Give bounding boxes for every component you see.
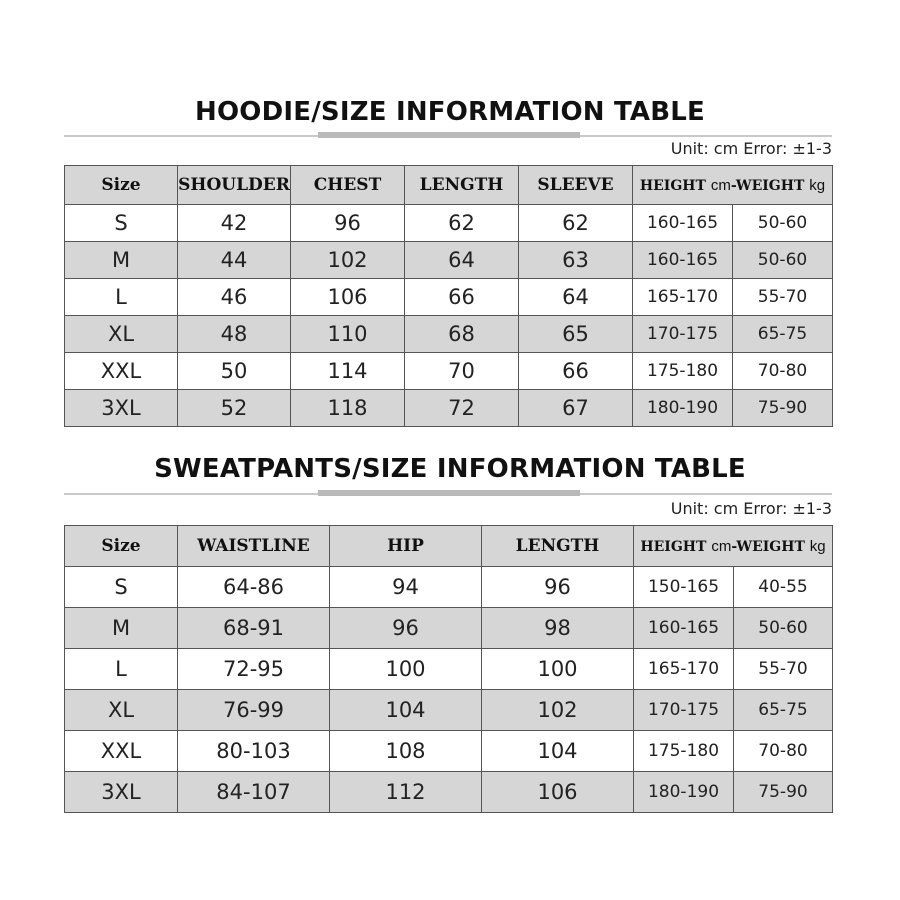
sweatpants-cell-length: 106 [482, 772, 634, 813]
sweatpants-header-height-unit: cm [711, 537, 732, 555]
hoodie-size-table [64, 165, 833, 427]
hoodie-cell-length: 72 [405, 390, 519, 427]
hoodie-cell-sleeve: 64 [519, 279, 633, 316]
hoodie-cell-sleeve: 63 [519, 242, 633, 279]
sweatpants-cell-height: 150-165 [634, 567, 734, 608]
hoodie-cell-length: 66 [405, 279, 519, 316]
sweatpants-cell-hip: 112 [330, 772, 482, 813]
sweatpants-unit-note: Unit: cm Error: ±1-3 [670, 499, 832, 518]
sweatpants-cell-length: 96 [482, 567, 634, 608]
sweatpants-cell-size: M [65, 608, 178, 649]
sweatpants-cell-waistline: 84-107 [178, 772, 330, 813]
hoodie-cell-length: 64 [405, 242, 519, 279]
sweatpants-cell-size: XL [65, 690, 178, 731]
hoodie-cell-weight: 55-70 [733, 279, 833, 316]
hoodie-cell-shoulder: 44 [178, 242, 291, 279]
sweatpants-header-height-label: HEIGHT [640, 538, 707, 555]
sweatpants-header-weight-unit: kg [809, 537, 826, 555]
hoodie-table-row [65, 279, 833, 316]
sweatpants-cell-waistline: 72-95 [178, 649, 330, 690]
sweatpants-cell-height: 165-170 [634, 649, 734, 690]
hoodie-cell-chest: 102 [291, 242, 405, 279]
sweatpants-cell-length: 102 [482, 690, 634, 731]
sweatpants-table-row [65, 649, 833, 690]
hoodie-header-sleeve: SLEEVE [519, 166, 633, 205]
sweatpants-cell-size: 3XL [65, 772, 178, 813]
sweatpants-table-row [65, 690, 833, 731]
hoodie-cell-sleeve: 65 [519, 316, 633, 353]
hoodie-cell-chest: 96 [291, 205, 405, 242]
hoodie-cell-chest: 118 [291, 390, 405, 427]
hoodie-cell-height: 160-165 [633, 205, 733, 242]
hoodie-header-height-weight [633, 166, 833, 205]
sweatpants-cell-waistline: 68-91 [178, 608, 330, 649]
hoodie-header-height-label: HEIGHT [639, 177, 706, 194]
hoodie-cell-height: 175-180 [633, 353, 733, 390]
hoodie-cell-sleeve: 62 [519, 205, 633, 242]
hoodie-header-weight-unit: kg [809, 176, 826, 194]
sweatpants-cell-hip: 94 [330, 567, 482, 608]
sweatpants-cell-size: L [65, 649, 178, 690]
hoodie-title-accent-rule [318, 132, 580, 138]
hoodie-cell-size: M [65, 242, 178, 279]
hoodie-cell-weight: 70-80 [733, 353, 833, 390]
sweatpants-cell-length: 100 [482, 649, 634, 690]
hoodie-header-length: LENGTH [405, 166, 519, 205]
hoodie-cell-shoulder: 42 [178, 205, 291, 242]
sweatpants-table-row [65, 772, 833, 813]
sweatpants-title: SWEATPANTS/SIZE INFORMATION TABLE [154, 454, 746, 484]
hoodie-header-height-unit: cm [710, 176, 731, 194]
hoodie-cell-size: XL [65, 316, 178, 353]
hoodie-table-row [65, 316, 833, 353]
sweatpants-header-size: Size [65, 526, 178, 567]
sweatpants-cell-weight: 55-70 [734, 649, 833, 690]
hoodie-cell-chest: 110 [291, 316, 405, 353]
sweatpants-cell-weight: 65-75 [734, 690, 833, 731]
hoodie-cell-length: 70 [405, 353, 519, 390]
sweatpants-cell-hip: 96 [330, 608, 482, 649]
hoodie-title: HOODIE/SIZE INFORMATION TABLE [195, 97, 705, 127]
hoodie-header-chest: CHEST [291, 166, 405, 205]
hoodie-cell-shoulder: 46 [178, 279, 291, 316]
sweatpants-header-length: LENGTH [482, 526, 634, 567]
sweatpants-cell-hip: 104 [330, 690, 482, 731]
hoodie-cell-size: S [65, 205, 178, 242]
hoodie-unit-note: Unit: cm Error: ±1-3 [670, 139, 832, 158]
hoodie-cell-height: 170-175 [633, 316, 733, 353]
hoodie-cell-length: 62 [405, 205, 519, 242]
sweatpants-cell-weight: 75-90 [734, 772, 833, 813]
hoodie-cell-shoulder: 52 [178, 390, 291, 427]
sweatpants-size-table [64, 525, 833, 813]
hoodie-header-size: Size [65, 166, 178, 205]
sweatpants-cell-height: 170-175 [634, 690, 734, 731]
hoodie-table-row [65, 390, 833, 427]
hoodie-cell-height: 160-165 [633, 242, 733, 279]
sweatpants-cell-height: 175-180 [634, 731, 734, 772]
sweatpants-table-row [65, 567, 833, 608]
hoodie-header-weight-label: -WEIGHT [730, 177, 805, 194]
sweatpants-table-row [65, 731, 833, 772]
sweatpants-cell-waistline: 76-99 [178, 690, 330, 731]
hoodie-cell-height: 165-170 [633, 279, 733, 316]
hoodie-cell-shoulder: 48 [178, 316, 291, 353]
sweatpants-cell-weight: 50-60 [734, 608, 833, 649]
hoodie-cell-size: L [65, 279, 178, 316]
sweatpants-cell-length: 104 [482, 731, 634, 772]
hoodie-table-row [65, 242, 833, 279]
hoodie-cell-weight: 65-75 [733, 316, 833, 353]
sweatpants-cell-height: 160-165 [634, 608, 734, 649]
hoodie-cell-length: 68 [405, 316, 519, 353]
sweatpants-header-weight-label: -WEIGHT [731, 538, 805, 555]
hoodie-cell-sleeve: 66 [519, 353, 633, 390]
sweatpants-cell-hip: 108 [330, 731, 482, 772]
hoodie-table-row [65, 353, 833, 390]
hoodie-cell-height: 180-190 [633, 390, 733, 427]
hoodie-cell-weight: 75-90 [733, 390, 833, 427]
sweatpants-cell-weight: 70-80 [734, 731, 833, 772]
sweatpants-cell-hip: 100 [330, 649, 482, 690]
sweatpants-cell-height: 180-190 [634, 772, 734, 813]
sweatpants-header-row [65, 526, 833, 567]
sweatpants-cell-size: S [65, 567, 178, 608]
hoodie-cell-weight: 50-60 [733, 205, 833, 242]
hoodie-cell-size: XXL [65, 353, 178, 390]
hoodie-cell-sleeve: 67 [519, 390, 633, 427]
sweatpants-cell-waistline: 80-103 [178, 731, 330, 772]
hoodie-cell-chest: 106 [291, 279, 405, 316]
sweatpants-header-waistline: WAISTLINE [178, 526, 330, 567]
sweatpants-table-row [65, 608, 833, 649]
hoodie-table-row [65, 205, 833, 242]
hoodie-cell-size: 3XL [65, 390, 178, 427]
hoodie-cell-shoulder: 50 [178, 353, 291, 390]
hoodie-header-shoulder: SHOULDER [178, 166, 291, 205]
sweatpants-cell-waistline: 64-86 [178, 567, 330, 608]
sweatpants-header-height-weight [634, 526, 833, 567]
sweatpants-cell-length: 98 [482, 608, 634, 649]
hoodie-header-row [65, 166, 833, 205]
sweatpants-cell-weight: 40-55 [734, 567, 833, 608]
sweatpants-cell-size: XXL [65, 731, 178, 772]
sweatpants-header-hip: HIP [330, 526, 482, 567]
hoodie-cell-chest: 114 [291, 353, 405, 390]
sweatpants-title-accent-rule [318, 490, 580, 496]
hoodie-cell-weight: 50-60 [733, 242, 833, 279]
